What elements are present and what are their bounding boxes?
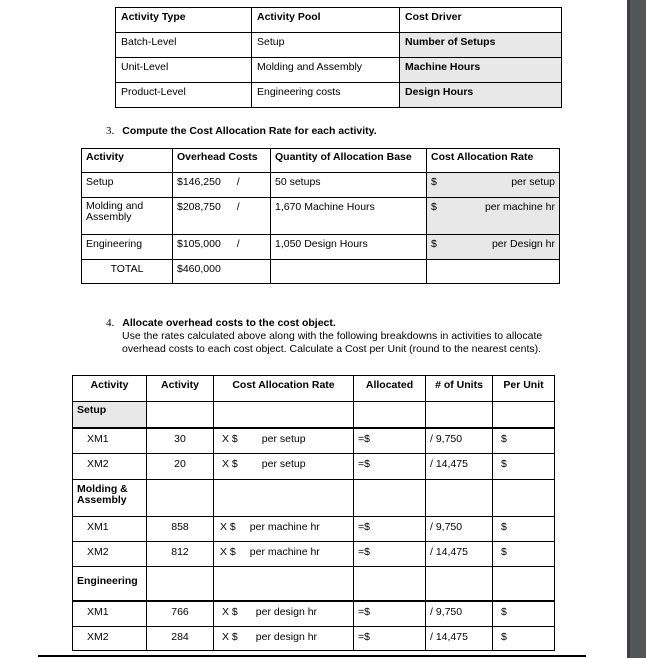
table-header-cell: Activity Type [116,8,252,33]
allocated-cell[interactable] [354,517,426,542]
multiply-sign: X $ [220,521,236,533]
allocated-cell[interactable] [354,428,426,454]
activity-quantity: 766 [147,601,214,627]
question-3 [106,125,377,137]
allocated-cell[interactable] [354,454,426,480]
rate-unit: per design hr [255,605,318,618]
table-header-cell: Activity Pool [252,8,400,33]
equals-sign: =$ [358,546,370,558]
table-cell [147,402,214,428]
table-cell: 1,050 Design Hours [271,235,427,260]
activity-quantity: 284 [147,627,214,651]
table-cell: Batch-Level [116,33,252,58]
table-header-cell: Per Unit [493,376,555,402]
table-cell: 1,670 Machine Hours [271,198,427,235]
divide-sign: / [236,201,240,213]
activity-quantity: 858 [147,517,214,542]
page-bottom-rule [38,655,586,657]
rate-unit: per setup [511,176,555,188]
rate-input-cell[interactable] [427,198,560,235]
multiply-sign: X $ [220,546,236,558]
table-cell [271,260,427,284]
product-label: XM2 [73,542,147,567]
table-cell: 50 setups [271,173,427,198]
table-cell [427,260,560,284]
overhead-cost: $105,000 [177,238,221,250]
table-cell: Setup [82,173,173,198]
activity-quantity: 20 [147,454,214,480]
allocated-cell[interactable] [354,627,426,651]
rate-cell[interactable] [214,627,354,651]
equals-sign: =$ [358,521,370,533]
question-4 [106,317,336,329]
activity-type-table [115,7,562,108]
table-cell [173,173,271,198]
per-unit-cell[interactable]: $ [493,517,555,542]
allocated-cell[interactable] [354,601,426,627]
table-header-cell: Allocated [354,376,426,402]
rate-cell[interactable] [214,542,354,567]
table-cell: Unit-Level [116,58,252,83]
units-cell: / 9,750 [426,517,493,542]
group-label: Molding & Assembly [73,480,147,517]
table-cell [173,198,271,235]
allocated-cell[interactable] [354,542,426,567]
rate-cell[interactable] [214,601,354,627]
total-value: $460,000 [173,260,271,284]
per-unit-cell[interactable]: $ [493,454,555,480]
overhead-cost: $208,750 [177,201,221,213]
per-unit-cell[interactable]: $ [493,542,555,567]
table-cell: Molding and Assembly [82,198,173,235]
overhead-allocation-table [72,375,555,651]
rate-unit: per design hr [255,631,318,643]
question-4-instructions: Use the rates calculated above along with the following breakdowns in activities to allocate overhead costs to each cost object. Calculate a Cost per Unit (round to the nearest cents). [122,330,543,355]
table-cell [354,402,426,428]
divide-sign: / [236,176,240,188]
divide-sign: / [236,238,240,250]
rate-cell[interactable] [214,454,354,480]
product-label: XM1 [73,428,147,454]
table-cell [214,480,354,517]
equals-sign: =$ [358,458,370,470]
table-cell: Product-Level [116,83,252,108]
scrollbar[interactable] [627,0,646,658]
table-header-cell: Cost Driver [400,8,562,33]
table-header-cell: Cost Allocation Rate [214,376,354,402]
per-unit-cell[interactable]: $ [493,601,555,627]
equals-sign: =$ [358,631,370,643]
units-cell: / 9,750 [426,601,493,627]
table-cell [426,480,493,517]
table-cell: Molding and Assembly [252,58,400,83]
rate-unit: per Design hr [491,238,555,250]
rate-unit: per machine hr [249,521,320,533]
table-header-cell: Activity [147,376,214,402]
table-cell [214,567,354,601]
activity-quantity: 812 [147,542,214,567]
multiply-sign: X $ [222,458,238,470]
group-label: Engineering [73,567,147,601]
rate-unit: per machine hr [249,546,320,558]
total-label: TOTAL [82,260,173,284]
table-cell: Machine Hours [400,58,562,83]
question-title: Allocate overhead costs to the cost object. [122,317,336,329]
question-text: Compute the Cost Allocation Rate for each activity. [122,125,377,137]
table-cell: Design Hours [400,83,562,108]
per-unit-cell[interactable]: $ [493,627,555,651]
table-cell [214,402,354,428]
rate-unit: per machine hr [484,201,555,213]
overhead-cost: $146,250 [177,176,221,188]
rate-unit: per setup [261,458,306,470]
table-cell [426,567,493,601]
product-label: XM1 [73,517,147,542]
cost-allocation-rate-table [81,148,560,284]
table-cell [493,480,555,517]
question-number: 4. [106,317,115,329]
dollar-sign: $ [431,238,437,250]
group-label: Setup [73,402,147,428]
table-cell: Engineering costs [252,83,400,108]
product-label: XM2 [73,627,147,651]
units-cell: / 9,750 [426,428,493,454]
table-cell: Engineering [82,235,173,260]
multiply-sign: X $ [222,605,238,618]
table-cell [354,480,426,517]
equals-sign: =$ [358,605,370,618]
table-header-cell: Quantity of Allocation Base [271,149,427,173]
dollar-sign: $ [431,201,437,213]
rate-cell[interactable] [214,517,354,542]
rate-input-cell[interactable] [427,173,560,198]
units-cell: / 14,475 [426,627,493,651]
table-header-cell: Activity [73,376,147,402]
table-cell [173,235,271,260]
activity-quantity: 30 [147,428,214,454]
units-cell: / 14,475 [426,542,493,567]
scrollbar-edge [627,0,630,658]
product-label: XM2 [73,454,147,480]
table-cell [426,402,493,428]
table-cell [354,567,426,601]
table-header-cell: Overhead Costs [173,149,271,173]
table-header-cell: Activity [82,149,173,173]
table-header-cell: Cost Allocation Rate [427,149,560,173]
table-cell [493,402,555,428]
question-number: 3. [106,125,115,137]
table-cell [147,480,214,517]
product-label: XM1 [73,601,147,627]
table-cell [147,567,214,601]
multiply-sign: X $ [222,631,238,643]
table-cell: Number of Setups [400,33,562,58]
units-cell: / 14,475 [426,454,493,480]
rate-unit: per setup [261,432,306,445]
rate-cell[interactable] [214,428,354,454]
table-cell: Setup [252,33,400,58]
rate-input-cell[interactable] [427,235,560,260]
per-unit-cell[interactable]: $ [493,428,555,454]
equals-sign: =$ [358,432,370,445]
table-header-cell: # of Units [426,376,493,402]
table-cell [493,567,555,601]
dollar-sign: $ [431,176,437,188]
multiply-sign: X $ [222,432,238,445]
